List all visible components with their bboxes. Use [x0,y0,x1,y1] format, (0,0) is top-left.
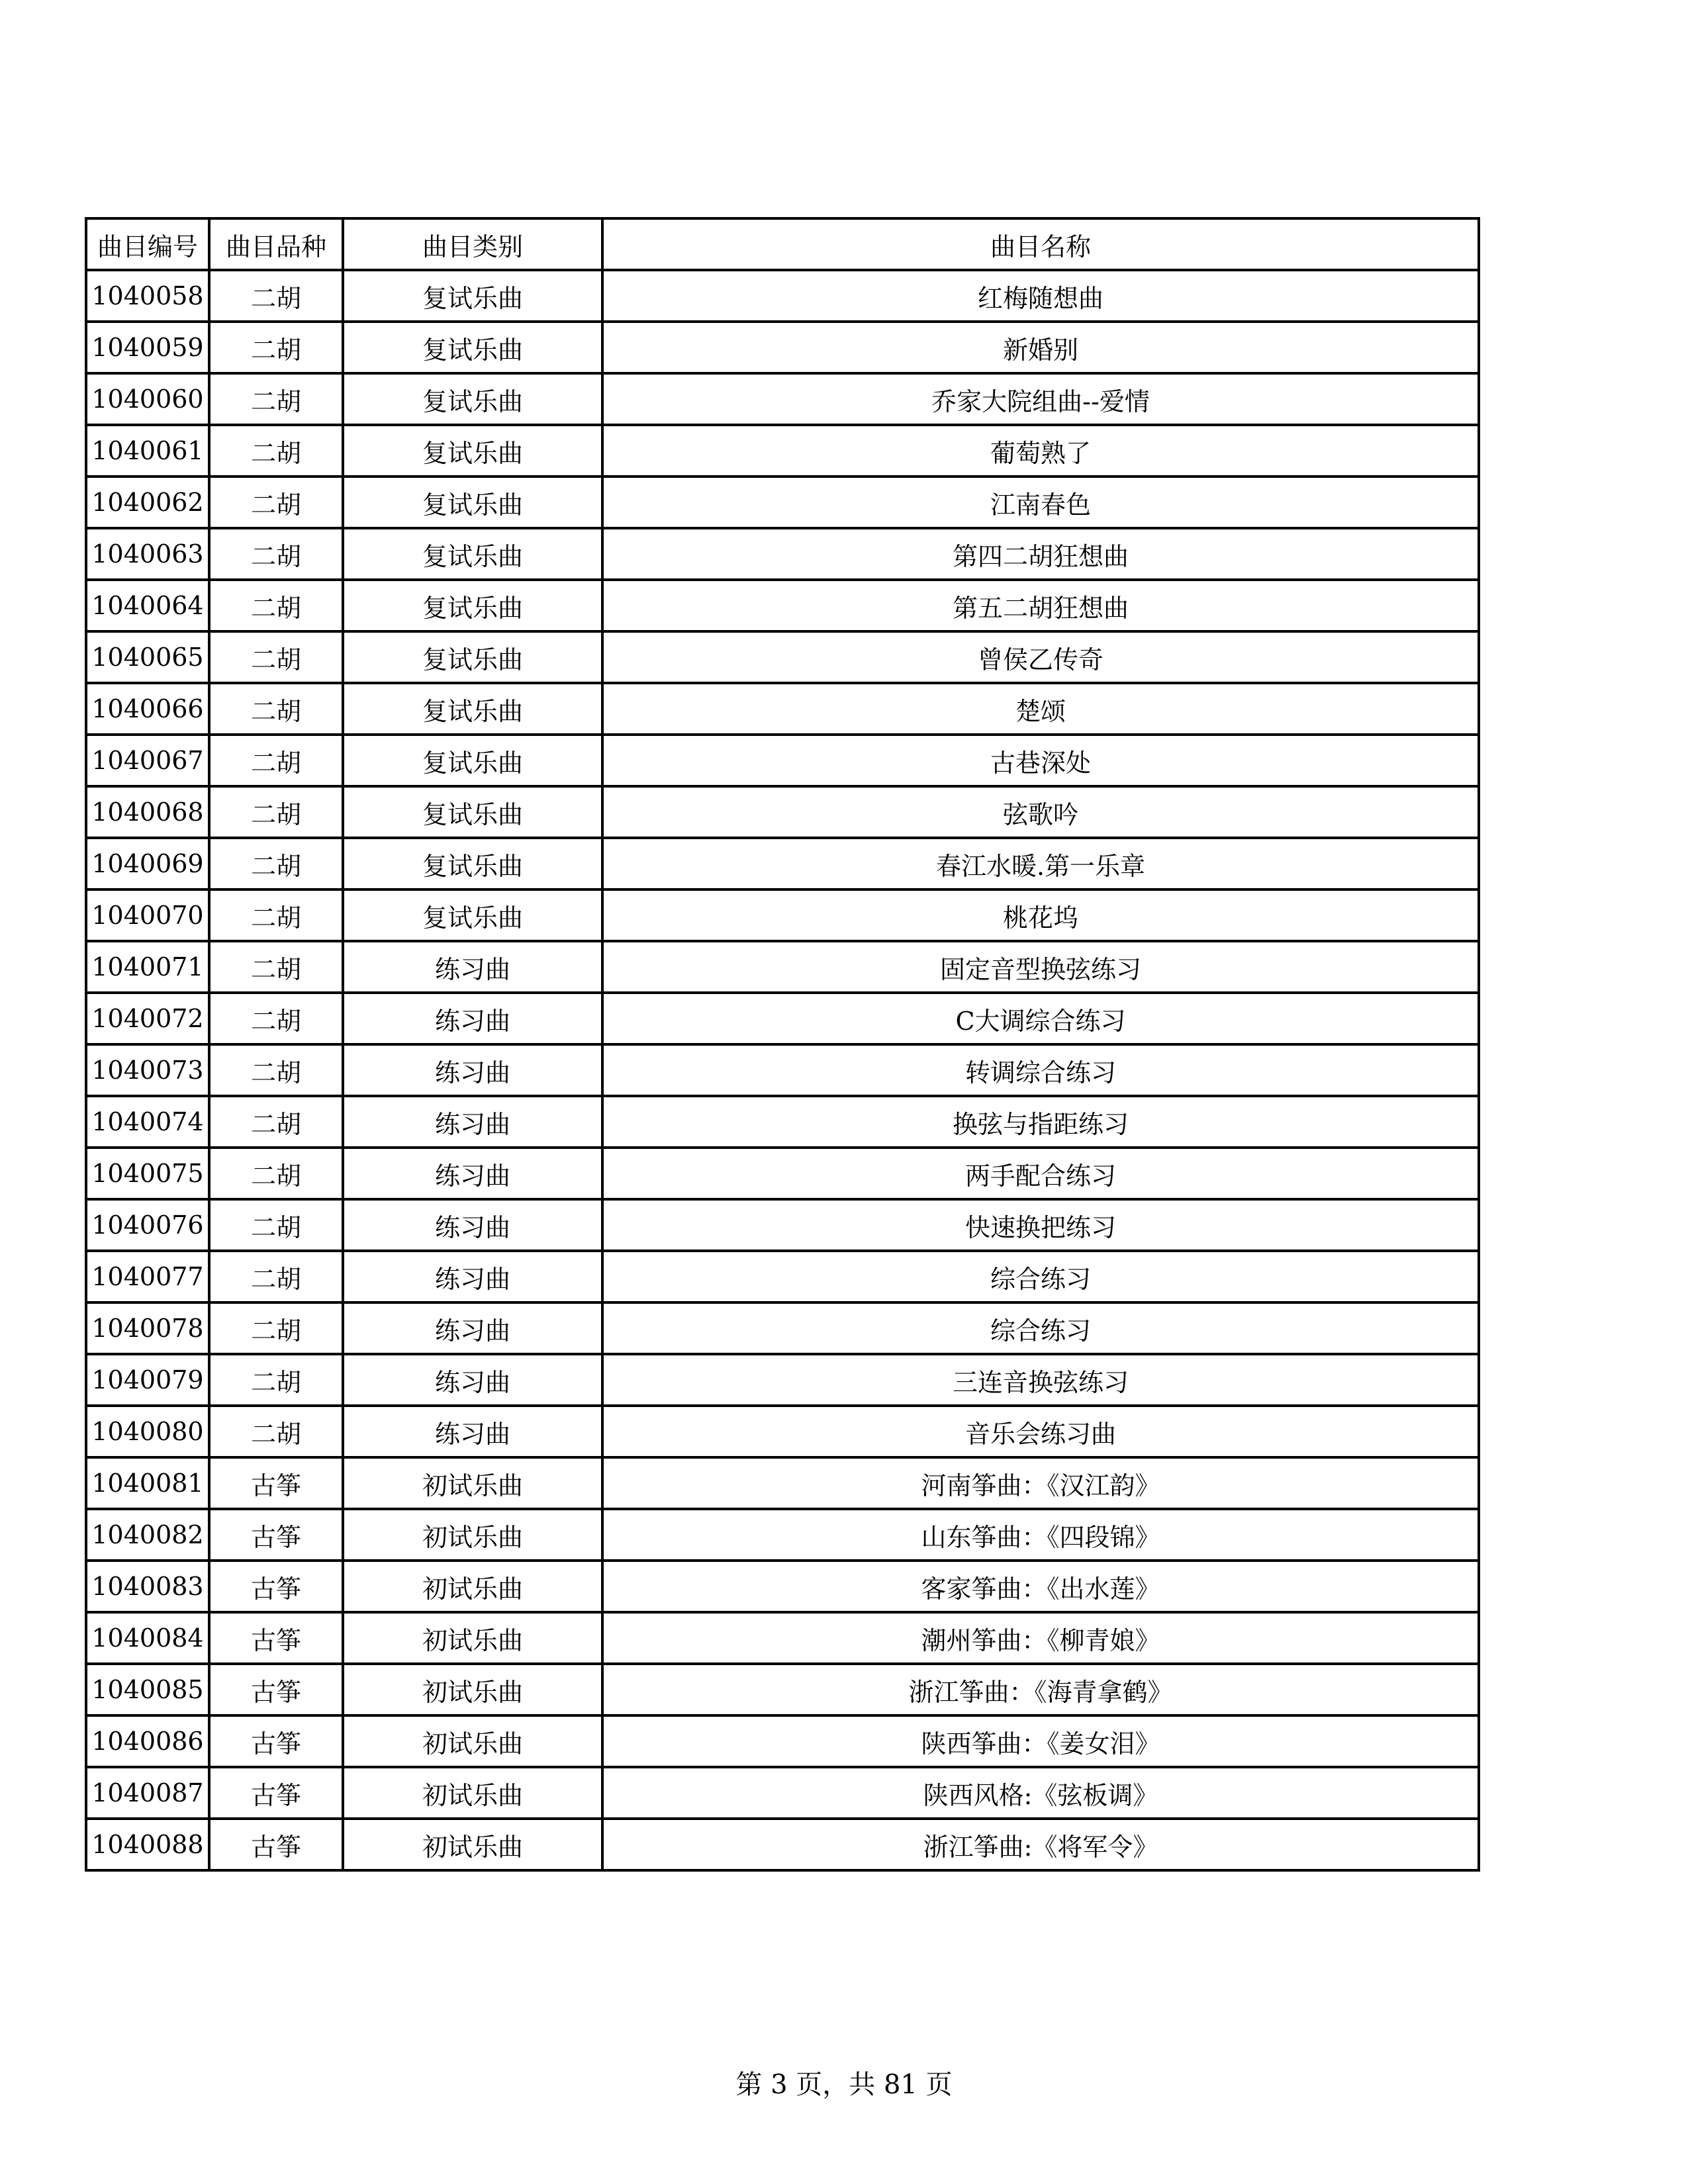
cell-category: 初试乐曲 [343,1767,602,1819]
cell-instrument: 二胡 [209,1148,343,1199]
cell-category: 初试乐曲 [343,1457,602,1509]
cell-category: 练习曲 [343,1302,602,1354]
cell-title: 山东筝曲：《四段锦》 [602,1509,1479,1561]
cell-code: 1040075 [86,1148,209,1199]
header-cell-code: 曲目编号 [86,218,209,270]
cell-title: 快速换把练习 [602,1199,1479,1251]
table-row [86,786,1479,838]
table-row [86,322,1479,373]
cell-instrument: 古筝 [209,1715,343,1767]
cell-instrument: 二胡 [209,889,343,941]
table-row [86,580,1479,631]
table-row [86,1509,1479,1561]
cell-code: 1040076 [86,1199,209,1251]
cell-instrument: 二胡 [209,580,343,631]
cell-instrument: 二胡 [209,786,343,838]
table-row [86,1664,1479,1715]
page-number: 第 3 页，共 81 页 [735,2070,953,2100]
cell-instrument: 二胡 [209,322,343,373]
cell-code: 1040085 [86,1664,209,1715]
table-row [86,993,1479,1044]
cell-category: 初试乐曲 [343,1509,602,1561]
cell-title: 第五二胡狂想曲 [602,580,1479,631]
cell-code: 1040074 [86,1096,209,1148]
cell-category: 练习曲 [343,1148,602,1199]
cell-code: 1040071 [86,941,209,993]
cell-instrument: 二胡 [209,941,343,993]
cell-code: 1040072 [86,993,209,1044]
cell-code: 1040077 [86,1251,209,1302]
table-row [86,941,1479,993]
table-row [86,477,1479,528]
cell-title: 楚颂 [602,683,1479,735]
cell-category: 初试乐曲 [343,1715,602,1767]
table-row [86,1612,1479,1664]
table-row [86,1715,1479,1767]
cell-code: 1040067 [86,735,209,786]
cell-instrument: 二胡 [209,1251,343,1302]
table-row [86,1148,1479,1199]
cell-instrument: 古筝 [209,1612,343,1664]
cell-code: 1040062 [86,477,209,528]
cell-category: 复试乐曲 [343,838,602,889]
table-row [86,528,1479,580]
cell-instrument: 二胡 [209,1044,343,1096]
cell-title: 换弦与指距练习 [602,1096,1479,1148]
cell-title: 综合练习 [602,1302,1479,1354]
header-cell-title: 曲目名称 [602,218,1479,270]
cell-title: 两手配合练习 [602,1148,1479,1199]
table-row [86,1096,1479,1148]
table-row [86,683,1479,735]
table-row [86,1406,1479,1457]
cell-category: 复试乐曲 [343,270,602,322]
cell-title: 浙江筝曲：《海青拿鹤》 [602,1664,1479,1715]
cell-title: 古巷深处 [602,735,1479,786]
cell-instrument: 古筝 [209,1819,343,1870]
table-row [86,373,1479,425]
table-row [86,425,1479,477]
cell-instrument: 二胡 [209,1406,343,1457]
cell-instrument: 二胡 [209,425,343,477]
cell-instrument: 古筝 [209,1457,343,1509]
cell-instrument: 二胡 [209,270,343,322]
table-row [86,889,1479,941]
cell-instrument: 古筝 [209,1664,343,1715]
cell-instrument: 古筝 [209,1561,343,1612]
cell-code: 1040087 [86,1767,209,1819]
cell-instrument: 二胡 [209,373,343,425]
cell-title: C大调综合练习 [602,993,1479,1044]
cell-title: 音乐会练习曲 [602,1406,1479,1457]
cell-title: 三连音换弦练习 [602,1354,1479,1406]
cell-category: 练习曲 [343,993,602,1044]
cell-code: 1040066 [86,683,209,735]
cell-code: 1040073 [86,1044,209,1096]
cell-title: 桃花坞 [602,889,1479,941]
header-row [86,218,1479,270]
table-row [86,1354,1479,1406]
cell-title: 潮州筝曲：《柳青娘》 [602,1612,1479,1664]
cell-code: 1040084 [86,1612,209,1664]
cell-instrument: 二胡 [209,1302,343,1354]
cell-instrument: 二胡 [209,993,343,1044]
repertoire-sheet [85,217,1477,1872]
cell-category: 复试乐曲 [343,631,602,683]
cell-instrument: 二胡 [209,1354,343,1406]
table-row [86,1251,1479,1302]
table-row [86,1767,1479,1819]
cell-instrument: 二胡 [209,477,343,528]
cell-category: 复试乐曲 [343,477,602,528]
cell-category: 复试乐曲 [343,735,602,786]
table-row [86,1044,1479,1096]
cell-code: 1040059 [86,322,209,373]
cell-category: 复试乐曲 [343,425,602,477]
cell-category: 复试乐曲 [343,683,602,735]
cell-category: 复试乐曲 [343,580,602,631]
cell-code: 1040079 [86,1354,209,1406]
cell-code: 1040070 [86,889,209,941]
cell-title: 转调综合练习 [602,1044,1479,1096]
cell-title: 陕西风格:《弦板调》 [602,1767,1479,1819]
cell-code: 1040061 [86,425,209,477]
cell-code: 1040086 [86,1715,209,1767]
cell-category: 练习曲 [343,1251,602,1302]
cell-instrument: 二胡 [209,528,343,580]
cell-code: 1040064 [86,580,209,631]
cell-instrument: 二胡 [209,631,343,683]
cell-category: 复试乐曲 [343,786,602,838]
cell-category: 初试乐曲 [343,1561,602,1612]
cell-title: 综合练习 [602,1251,1479,1302]
table-row [86,1199,1479,1251]
cell-code: 1040088 [86,1819,209,1870]
cell-title: 江南春色 [602,477,1479,528]
cell-instrument: 二胡 [209,683,343,735]
cell-code: 1040060 [86,373,209,425]
cell-code: 1040069 [86,838,209,889]
cell-code: 1040083 [86,1561,209,1612]
cell-title: 乔家大院组曲--爱情 [602,373,1479,425]
table-row [86,270,1479,322]
cell-title: 河南筝曲：《汉江韵》 [602,1457,1479,1509]
table-row [86,1819,1479,1870]
cell-category: 复试乐曲 [343,528,602,580]
cell-category: 练习曲 [343,1199,602,1251]
cell-category: 练习曲 [343,1044,602,1096]
table-row [86,838,1479,889]
cell-title: 弦歌吟 [602,786,1479,838]
table-row [86,1561,1479,1612]
cell-code: 1040078 [86,1302,209,1354]
cell-category: 初试乐曲 [343,1612,602,1664]
cell-category: 初试乐曲 [343,1664,602,1715]
cell-title: 陕西筝曲：《姜女泪》 [602,1715,1479,1767]
cell-title: 第四二胡狂想曲 [602,528,1479,580]
header-cell-instrument: 曲目品种 [209,218,343,270]
cell-code: 1040063 [86,528,209,580]
cell-title: 新婚别 [602,322,1479,373]
cell-category: 练习曲 [343,1354,602,1406]
cell-title: 浙江筝曲:《将军令》 [602,1819,1479,1870]
table-row [86,735,1479,786]
table-row [86,631,1479,683]
cell-instrument: 二胡 [209,1096,343,1148]
cell-code: 1040082 [86,1509,209,1561]
cell-title: 客家筝曲：《出水莲》 [602,1561,1479,1612]
cell-category: 复试乐曲 [343,373,602,425]
repertoire-table [85,217,1480,1872]
cell-instrument: 二胡 [209,735,343,786]
cell-instrument: 二胡 [209,838,343,889]
cell-title: 曾侯乙传奇 [602,631,1479,683]
cell-instrument: 古筝 [209,1767,343,1819]
cell-code: 1040065 [86,631,209,683]
cell-code: 1040080 [86,1406,209,1457]
cell-title: 红梅随想曲 [602,270,1479,322]
cell-instrument: 古筝 [209,1509,343,1561]
cell-category: 练习曲 [343,1406,602,1457]
cell-category: 练习曲 [343,1096,602,1148]
cell-category: 复试乐曲 [343,322,602,373]
cell-title: 葡萄熟了 [602,425,1479,477]
cell-category: 练习曲 [343,941,602,993]
cell-code: 1040058 [86,270,209,322]
cell-title: 春江水暖.第一乐章 [602,838,1479,889]
cell-category: 复试乐曲 [343,889,602,941]
table-row [86,1302,1479,1354]
header-cell-category: 曲目类别 [343,218,602,270]
cell-title: 固定音型换弦练习 [602,941,1479,993]
cell-code: 1040081 [86,1457,209,1509]
table-row [86,1457,1479,1509]
cell-category: 初试乐曲 [343,1819,602,1870]
cell-instrument: 二胡 [209,1199,343,1251]
cell-code: 1040068 [86,786,209,838]
